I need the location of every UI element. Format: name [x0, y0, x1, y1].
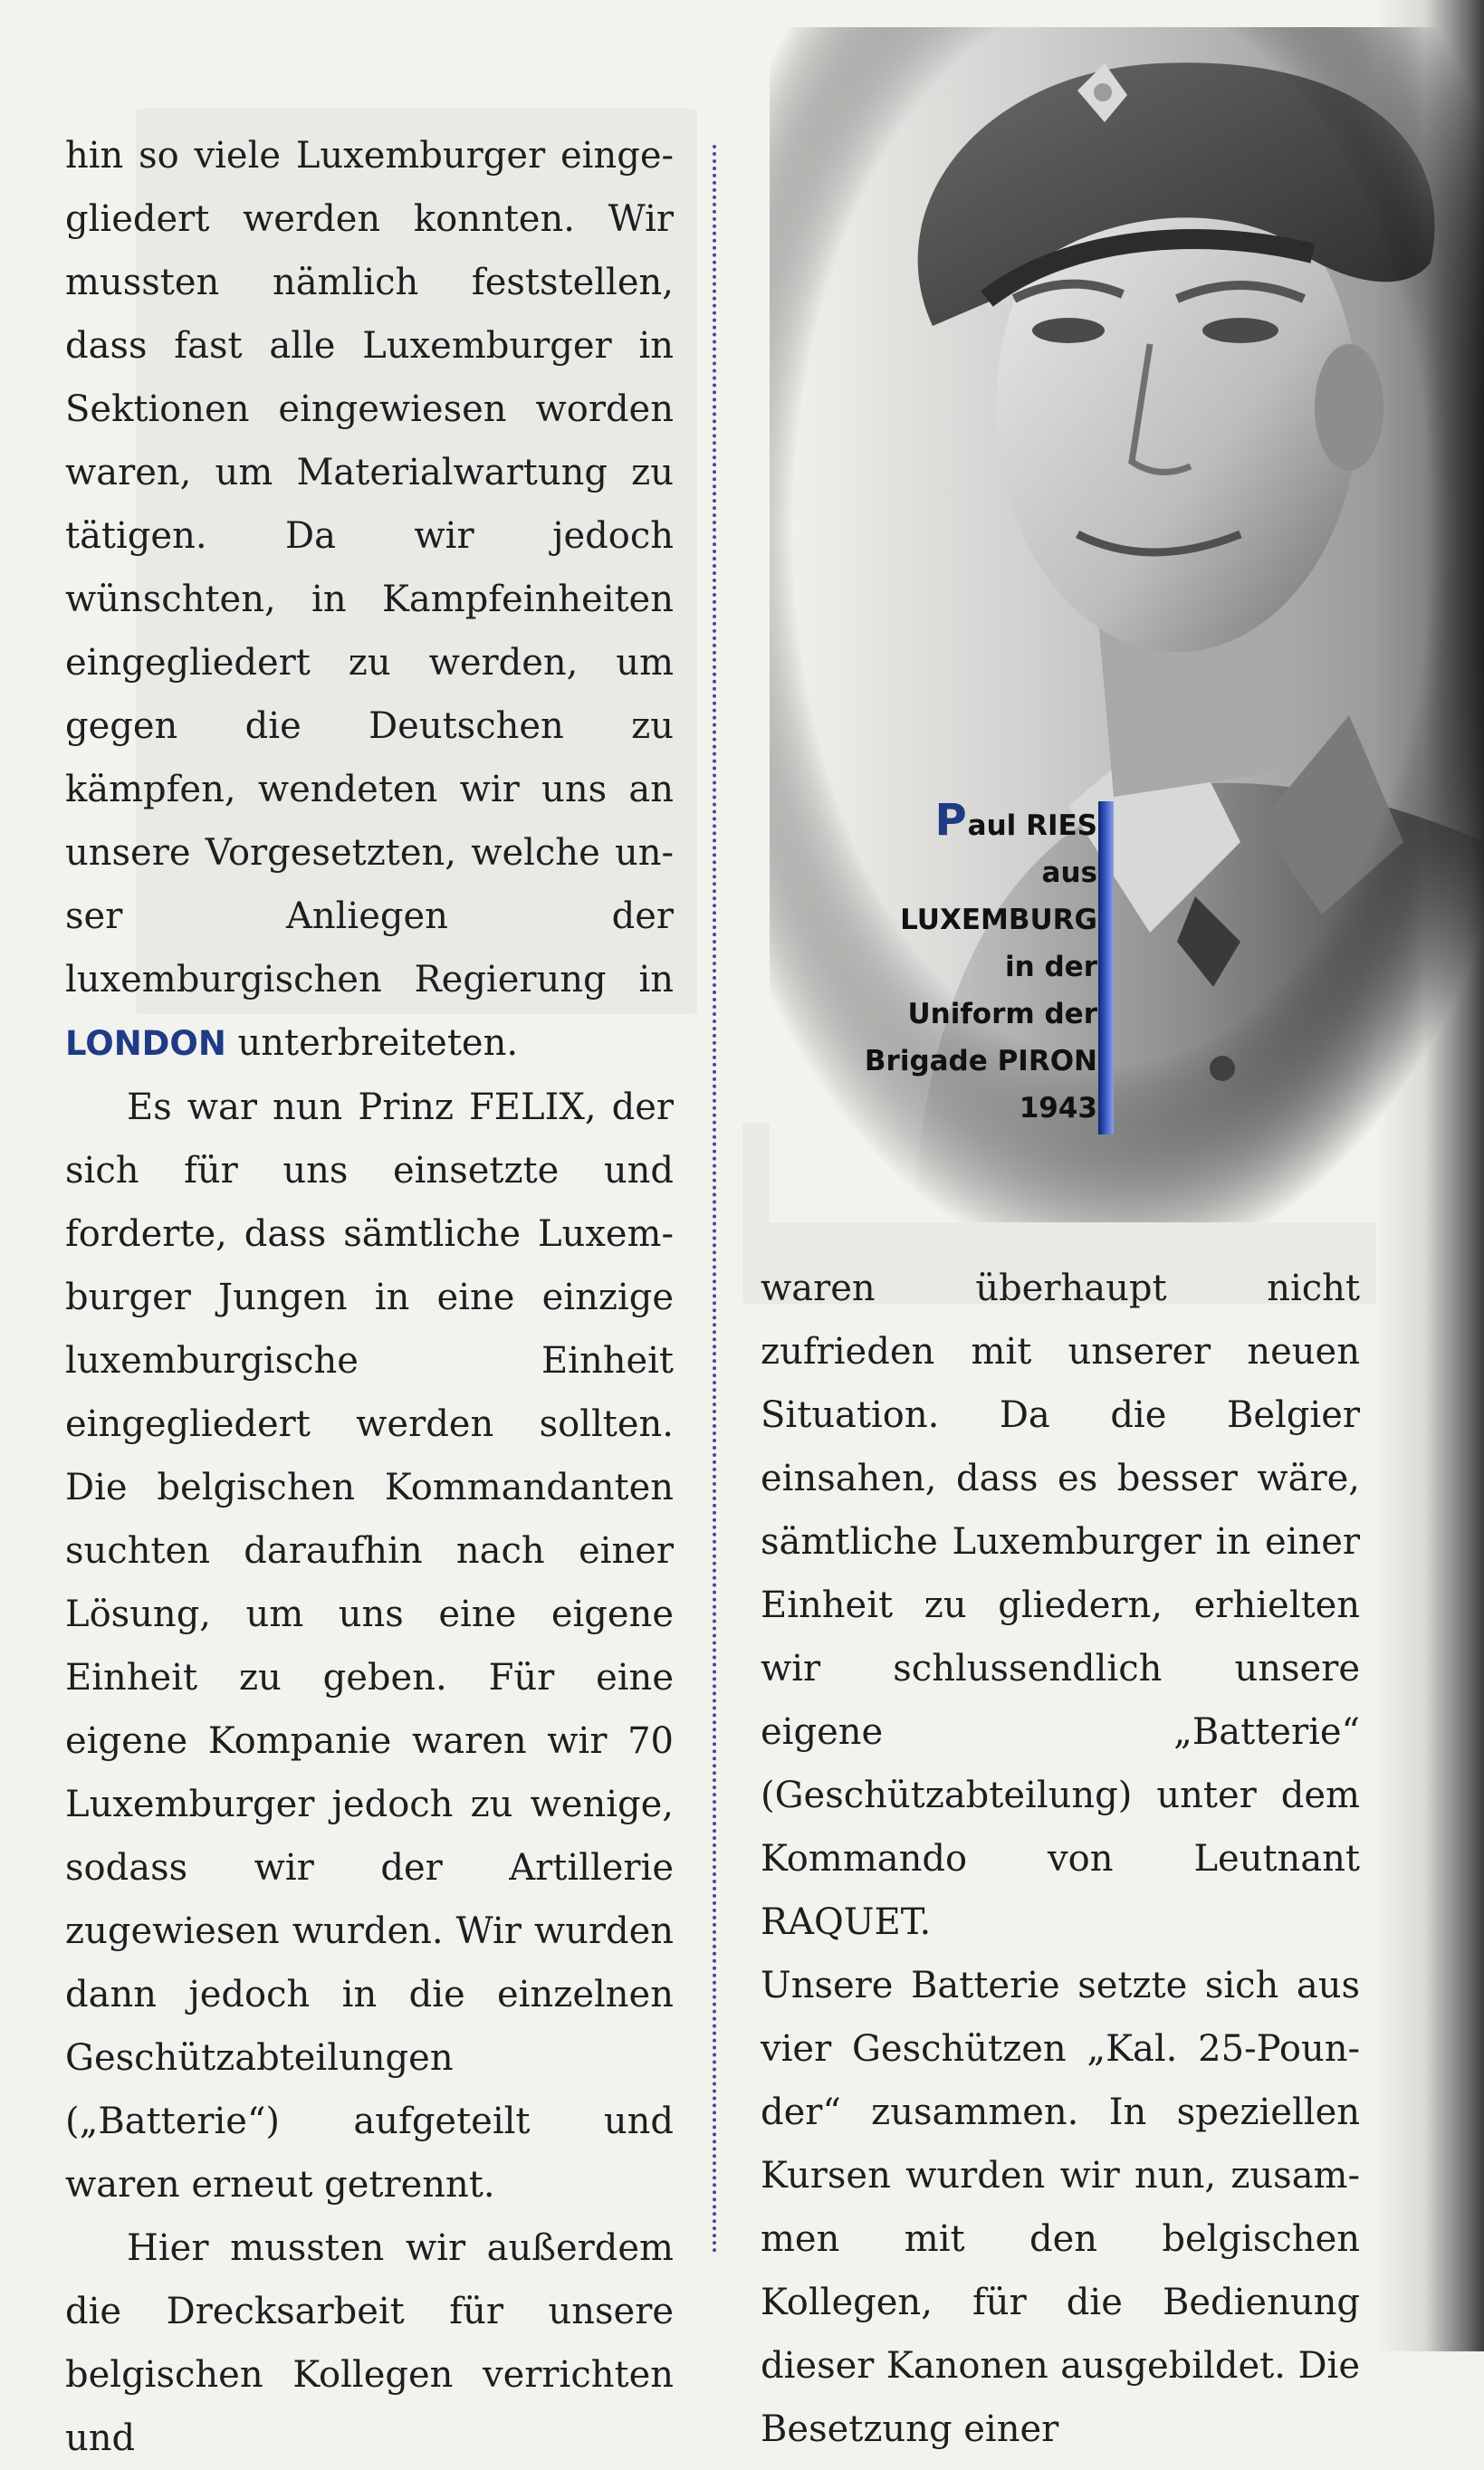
highlight-london: LONDON — [65, 1024, 226, 1063]
paragraph: Hier mussten wir außerdem die Drecksarbeit für unsere belgischen Kollegen verrichten und — [65, 2227, 674, 2459]
caption-line: LUXEMBURG — [900, 904, 1097, 936]
paragraph: Es war nun Prinz FELIX, der sich für uns einsetzte und forderte, dass sämtliche Luxemburger Jungen in eine einzige luxemburgische Einheit eingegliedert werden sollten. Die belgischen Kommandanten suchten daraufhin nach einer Lösung, um uns eine eigene Einheit zu geben. Für eine eigene Kompanie waren wir 70 Luxemburger jedoch zu wenige, sodass wir der Artillerie zugewiesen wurden. Wir wurden dann jedoch in die einzelnen Geschützabteilungen („Batterie“) aufgeteilt und waren erneut getrennt. — [65, 1087, 674, 2206]
caption-line: Uniform der — [907, 998, 1097, 1030]
photo-caption — [815, 797, 1097, 1132]
caption-line: Paul RIES — [934, 795, 1097, 846]
caption-initial: P — [934, 795, 968, 846]
left-text-column — [65, 124, 674, 2470]
caption-line: in der — [1005, 951, 1097, 983]
caption-accent-bar — [1098, 801, 1114, 1134]
column-divider — [713, 145, 716, 2255]
paragraph: waren überhaupt nicht zufrieden mit unserer neuen Situation. Da die Belgier einsahen, dass es besser wäre, sämtliche Luxemburger in einer Einheit zu gliedern, erhielten wir schlussendlich unsere eigene „Batterie“ (Geschützabteilung) unter dem Kommando von Leutnant RAQUET. — [761, 1268, 1360, 1943]
right-text-column — [761, 1257, 1360, 2461]
caption-line: aus — [1041, 857, 1097, 889]
page-binding-shadow — [1375, 0, 1484, 2351]
paragraph: hin so viele Luxemburger eingegliedert werden konnten. Wir mussten nämlich feststellen, dass fast alle Luxemburger in Sektionen eingewiesen worden waren, um Materialwartung zu tätigen. Da wir jedoch wünschten, in Kampfeinheiten eingegliedert zu werden, um gegen die Deutschen zu kämpfen, wendeten wir uns an unsere Vorgesetzten, welche unser Anliegen der luxemburgischen Regierung in LONDON unterbreiteten. — [65, 135, 674, 1064]
caption-line: 1943 — [1019, 1092, 1097, 1125]
caption-line: Brigade PIRON — [864, 1045, 1097, 1077]
paragraph: Unsere Batterie setzte sich aus vier Geschützen „Kal. 25-Pounder“ zusammen. In speziellen Kursen wurden wir nun, zusammen mit den belgischen Kollegen, für die Bedienung dieser Kanonen ausgebildet. Die Besetzung einer — [761, 1965, 1360, 2450]
